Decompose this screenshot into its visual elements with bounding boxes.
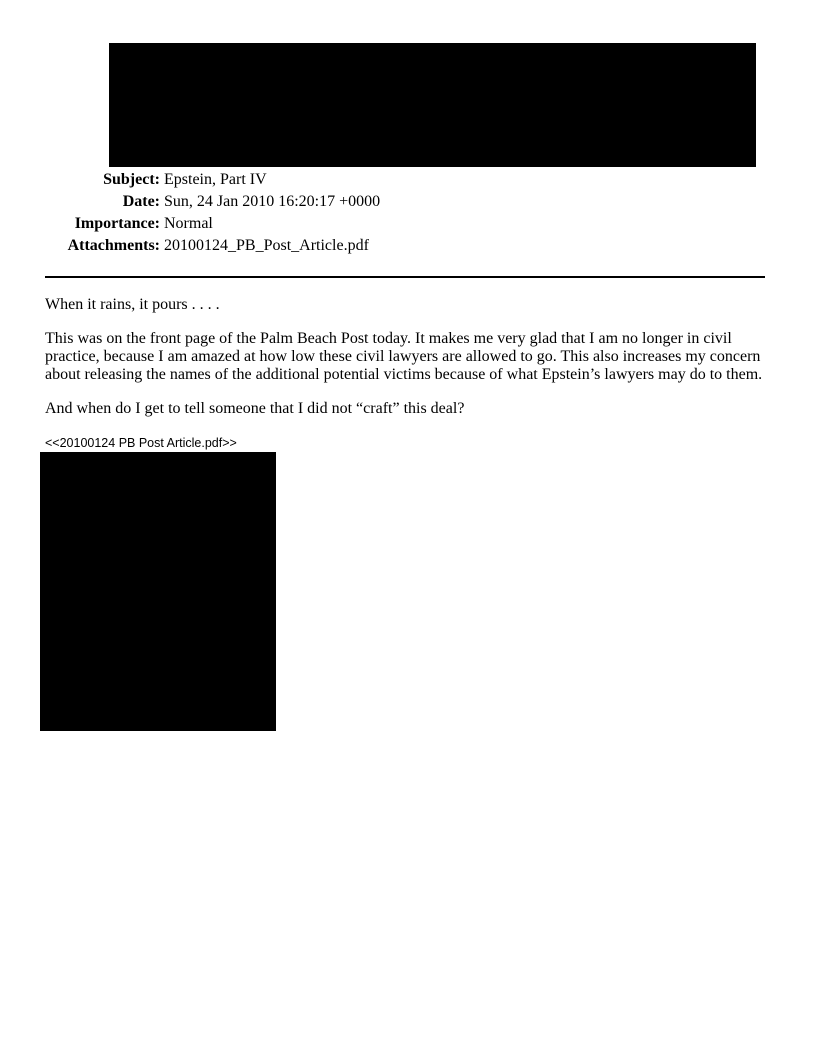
redaction-block-attachment: [40, 452, 276, 731]
importance-label: Importance:: [74, 215, 160, 232]
attachments-row: [0, 235, 816, 257]
header-divider: [45, 276, 765, 278]
subject-value: Epstein, Part IV: [164, 171, 267, 188]
date-label: Date:: [122, 193, 160, 210]
attachments-label: Attachments:: [67, 237, 160, 254]
importance-value: Normal: [164, 215, 213, 232]
date-row: [0, 191, 816, 213]
subject-label: Subject:: [103, 171, 160, 188]
email-body: [45, 296, 770, 434]
date-value: Sun, 24 Jan 2010 16:20:17 +0000: [164, 193, 381, 210]
subject-row: [0, 169, 816, 191]
body-paragraph-3: And when do I get to tell someone that I did not “craft” this deal?: [45, 400, 465, 417]
redaction-block-header: [109, 43, 756, 167]
attachments-value[interactable]: 20100124_PB_Post_Article.pdf: [164, 237, 369, 254]
importance-row: [0, 213, 816, 235]
body-paragraph-1: When it rains, it pours . . . .: [45, 296, 220, 313]
inline-attachment-link[interactable]: <<20100124 PB Post Article.pdf>>: [45, 436, 237, 450]
email-headers: [0, 169, 816, 257]
body-paragraph-2: This was on the front page of the Palm Beach Post today. It makes me very glad that I am no longer in civil practice, because I am amazed at how low these civil lawyers are allowed to go. This also increases my concern about releasing the names of the additional potential victims because of what Epstein’s lawyers may do to them.: [45, 330, 763, 383]
